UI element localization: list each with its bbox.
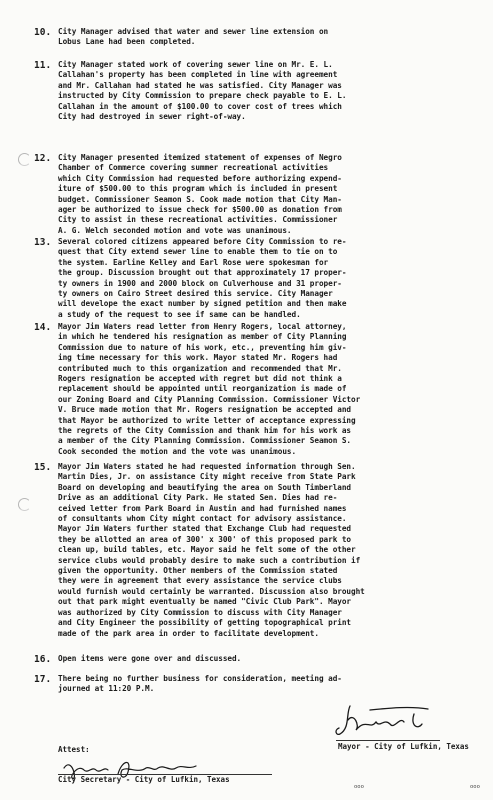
text-line: would furnish would certainly be warranted. Discussion also brought bbox=[58, 586, 365, 596]
text-line: a study of the request to see if same can be handled. bbox=[58, 309, 301, 319]
text-line: they were in agreement that every assistance the service clubs bbox=[58, 576, 342, 586]
text-line: in which he tendered his resignation as member of City Planning bbox=[58, 332, 347, 342]
text-line: There being no further business for consideration, meeting ad- bbox=[58, 674, 342, 683]
text-line: given the opportunity. Other members of the Commission stated bbox=[58, 566, 338, 576]
text-line: of consultants whom City might contact for advisory assistance. bbox=[58, 514, 347, 524]
text-line: Martin Dies, Jr. on assistance City might receive from State Park bbox=[58, 472, 356, 482]
text-line: the group. Discussion brought out that approximately 17 proper- bbox=[58, 268, 347, 278]
text-line: was authorized by City Commission to discuss with City Manager bbox=[58, 607, 342, 617]
text-line: Drive as an additional City Park. He stated Sen. Dies had re- bbox=[58, 493, 338, 503]
item-number: 13. bbox=[34, 237, 52, 248]
text-line: clean up, build tables, etc. Mayor said he felt some of the other bbox=[58, 545, 356, 555]
text-line: Callahan's property has been completed in line with agreement bbox=[58, 70, 338, 80]
item-text bbox=[58, 27, 468, 48]
page-mark: ooo bbox=[470, 784, 480, 790]
mayor-signature-line bbox=[336, 740, 440, 741]
punch-hole-mark bbox=[18, 153, 31, 166]
item-text bbox=[58, 462, 468, 639]
minutes-item bbox=[34, 237, 468, 320]
page-mark: ooo bbox=[354, 784, 364, 790]
text-line: Board on developing and beautifying the area on South Timberland bbox=[58, 482, 352, 492]
text-line: service clubs would probably desire to make such a contribution if bbox=[58, 555, 361, 565]
text-line: Cook seconded the motion and the vote was unanimous. bbox=[58, 446, 297, 456]
text-line: replacement should be appointed until reorganization is made of bbox=[58, 384, 347, 394]
text-line: V. Bruce made motion that Mr. Rogers resignation be accepted and bbox=[58, 405, 352, 415]
text-line: the regrets of the City Commission and thank him for his work as bbox=[58, 426, 352, 436]
text-line: made of the park area in order to facilitate development. bbox=[58, 628, 319, 638]
text-line: budget. Commissioner Seamon S. Cook made motion that City Man- bbox=[58, 194, 342, 204]
minutes-item bbox=[34, 322, 468, 457]
text-line: iture of $500.00 to this program which is included in present bbox=[58, 184, 338, 194]
text-line: the system. Earline Kelley and Earl Rose were spokesman for bbox=[58, 257, 329, 267]
item-number: 10. bbox=[34, 27, 52, 38]
punch-hole-mark bbox=[18, 498, 31, 511]
text-line: will develope the exact number by signed petition and then make bbox=[58, 299, 347, 309]
text-line: City Manager presented itemized statement of expenses of Negro bbox=[58, 153, 342, 162]
text-line: ager be authorized to issue check for $500.00 as donation from bbox=[58, 205, 342, 215]
text-line: our Zoning Board and City Planning Commission. Commissioner Victor bbox=[58, 394, 361, 404]
text-line: A. G. Welch seconded motion and vote was unanimous. bbox=[58, 225, 292, 235]
secretary-caption: City Secretary - City of Lufkin, Texas bbox=[58, 775, 230, 784]
text-line: which City Commission had requested before authorizing expend- bbox=[58, 173, 342, 183]
text-line: out that park might eventually be named "Civic Club Park". Mayor bbox=[58, 597, 352, 607]
text-line: Chamber of Commerce covering summer recreational activities bbox=[58, 163, 329, 173]
item-number: 16. bbox=[34, 654, 52, 665]
text-line: Mayor Jim Waters further stated that Exchange Club had requested bbox=[58, 524, 352, 534]
text-line: City Manager advised that water and sewer line extension on bbox=[58, 27, 329, 36]
text-line: Open items were gone over and discussed. bbox=[58, 654, 242, 663]
item-text bbox=[58, 322, 468, 457]
text-line: Callahan in the amount of $100.00 to cover cost of trees which bbox=[58, 101, 342, 111]
text-line: Lobus Lane had been completed. bbox=[58, 37, 196, 47]
item-text bbox=[58, 60, 468, 122]
text-line: ceived letter from Park Board in Austin and had furnished names bbox=[58, 503, 347, 513]
minutes-item bbox=[34, 462, 468, 639]
minutes-item bbox=[34, 60, 468, 122]
text-line: contributed much to this organization and recommended that Mr. bbox=[58, 363, 342, 373]
text-line: that Mayor be authorized to write letter of acceptance expressing bbox=[58, 415, 356, 425]
text-line: they be allotted an area of 300' x 300' of this proposed park to bbox=[58, 534, 352, 544]
text-line: and Mr. Callahan had stated he was satisfied. City Manager was bbox=[58, 80, 342, 90]
item-number: 11. bbox=[34, 60, 52, 71]
text-line: Several colored citizens appeared before City Commission to re- bbox=[58, 237, 347, 246]
item-text bbox=[58, 654, 468, 664]
item-number: 15. bbox=[34, 462, 52, 473]
item-number: 12. bbox=[34, 153, 52, 164]
text-line: Rogers resignation be accepted with regret but did not think a bbox=[58, 374, 342, 384]
text-line: City had destroyed in sewer right-of-way. bbox=[58, 112, 246, 122]
attest-label: Attest: bbox=[58, 745, 90, 754]
text-line: Mayor Jim Waters stated he had requested information through Sen. bbox=[58, 462, 356, 471]
minutes-item bbox=[34, 674, 468, 695]
item-text bbox=[58, 674, 468, 695]
text-line: Mayor Jim Waters read letter from Henry Rogers, local attorney, bbox=[58, 322, 347, 331]
minutes-item bbox=[34, 654, 468, 665]
text-line: ty owners in 1900 and 2000 block on Culverhouse and 31 proper- bbox=[58, 278, 342, 288]
text-line: City Manager stated work of covering sewer line on Mr. E. L. bbox=[58, 60, 333, 69]
text-line: journed at 11:20 P.M. bbox=[58, 684, 155, 694]
mayor-caption: Mayor - City of Lufkin, Texas bbox=[338, 742, 469, 751]
item-text bbox=[58, 153, 468, 236]
text-line: a member of the City Planning Commission. Commissioner Seamon S. bbox=[58, 436, 352, 446]
item-number: 17. bbox=[34, 674, 52, 685]
item-number: 14. bbox=[34, 322, 52, 333]
text-line: quest that City extend sewer line to enable them to tie on to bbox=[58, 247, 338, 257]
text-line: and City Engineer the possibility of getting topographical print bbox=[58, 618, 352, 628]
text-line: Commission due to nature of his work, etc., preventing him giv- bbox=[58, 342, 347, 352]
text-line: instructed by City Commission to prepare check payable to E. L. bbox=[58, 91, 347, 101]
minutes-item bbox=[34, 153, 468, 236]
item-text bbox=[58, 237, 468, 320]
text-line: City to assist in these recreational activities. Commissioner bbox=[58, 215, 338, 225]
text-line: ing time necessary for this work. Mayor stated Mr. Rogers had bbox=[58, 353, 338, 363]
minutes-item bbox=[34, 27, 468, 48]
text-line: ty owners on Cairo Street desired this service. City Manager bbox=[58, 289, 333, 299]
